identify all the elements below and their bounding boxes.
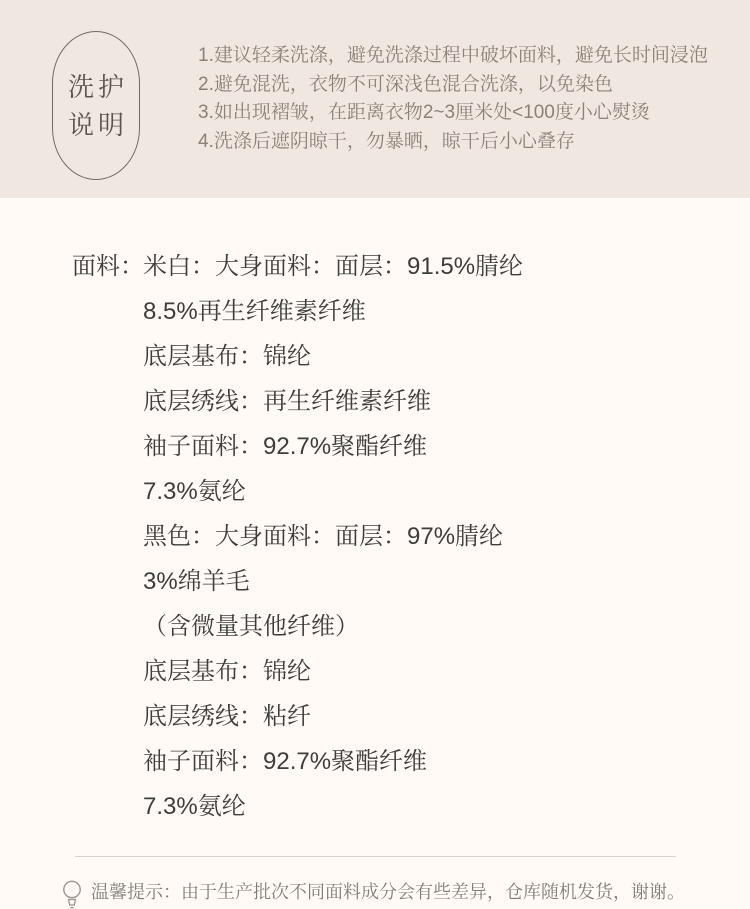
divider: [75, 856, 676, 857]
care-badge-line-1: 洗护: [67, 71, 128, 102]
fabric-composition: [0, 244, 750, 829]
fabric-line: 底层绣线：粘纤: [143, 703, 311, 730]
fabric-line: 8.5%再生纤维素纤维: [143, 298, 366, 325]
care-instruction-2: 2.避免混洗，衣物不可深浅色混合洗涤，以免染色: [198, 73, 613, 95]
care-instruction-4: 4.洗涤后遮阴晾干，勿暴晒，晾干后小心叠存: [198, 130, 575, 152]
warm-tip-text: 温馨提示：由于生产批次不同面料成分会有些差异，仓库随机发货，谢谢。: [91, 882, 685, 902]
fabric-line: 底层基布：锦纶: [143, 658, 311, 685]
fabric-line: 3%绵羊毛: [143, 568, 250, 595]
fabric-line: 袖子面料：92.7%聚酯纤维: [143, 748, 428, 775]
care-badge-line-2: 说明: [67, 109, 128, 140]
care-banner: [0, 0, 750, 198]
fabric-line: 袖子面料：92.7%聚酯纤维: [143, 433, 428, 460]
fabric-line: 7.3%氨纶: [143, 478, 246, 505]
fabric-label: 面料：: [72, 253, 144, 280]
fabric-line-text: 米白：大身面料：面层：91.5%腈纶: [143, 253, 524, 280]
warm-tip: [61, 877, 741, 909]
fabric-line: 黑色：大身面料：面层：97%腈纶: [143, 523, 504, 550]
fabric-line: 7.3%氨纶: [143, 793, 246, 820]
fabric-line: （含微量其他纤维）: [143, 613, 359, 640]
care-instruction-1: 1.建议轻柔洗涤，避免洗涤过程中破坏面料，避免长时间浸泡: [198, 45, 708, 66]
care-badge: [52, 31, 140, 180]
lightbulb-icon: [61, 878, 84, 909]
fabric-line: 底层绣线：再生纤维素纤维: [143, 388, 431, 415]
fabric-line: 底层基布：锦纶: [143, 343, 311, 370]
care-instruction-list: [198, 42, 738, 156]
care-instruction-3: 3.如出现褶皱，在距离衣物2~3厘米处<100度小心熨烫: [198, 102, 650, 123]
fabric-line: [72, 244, 750, 289]
